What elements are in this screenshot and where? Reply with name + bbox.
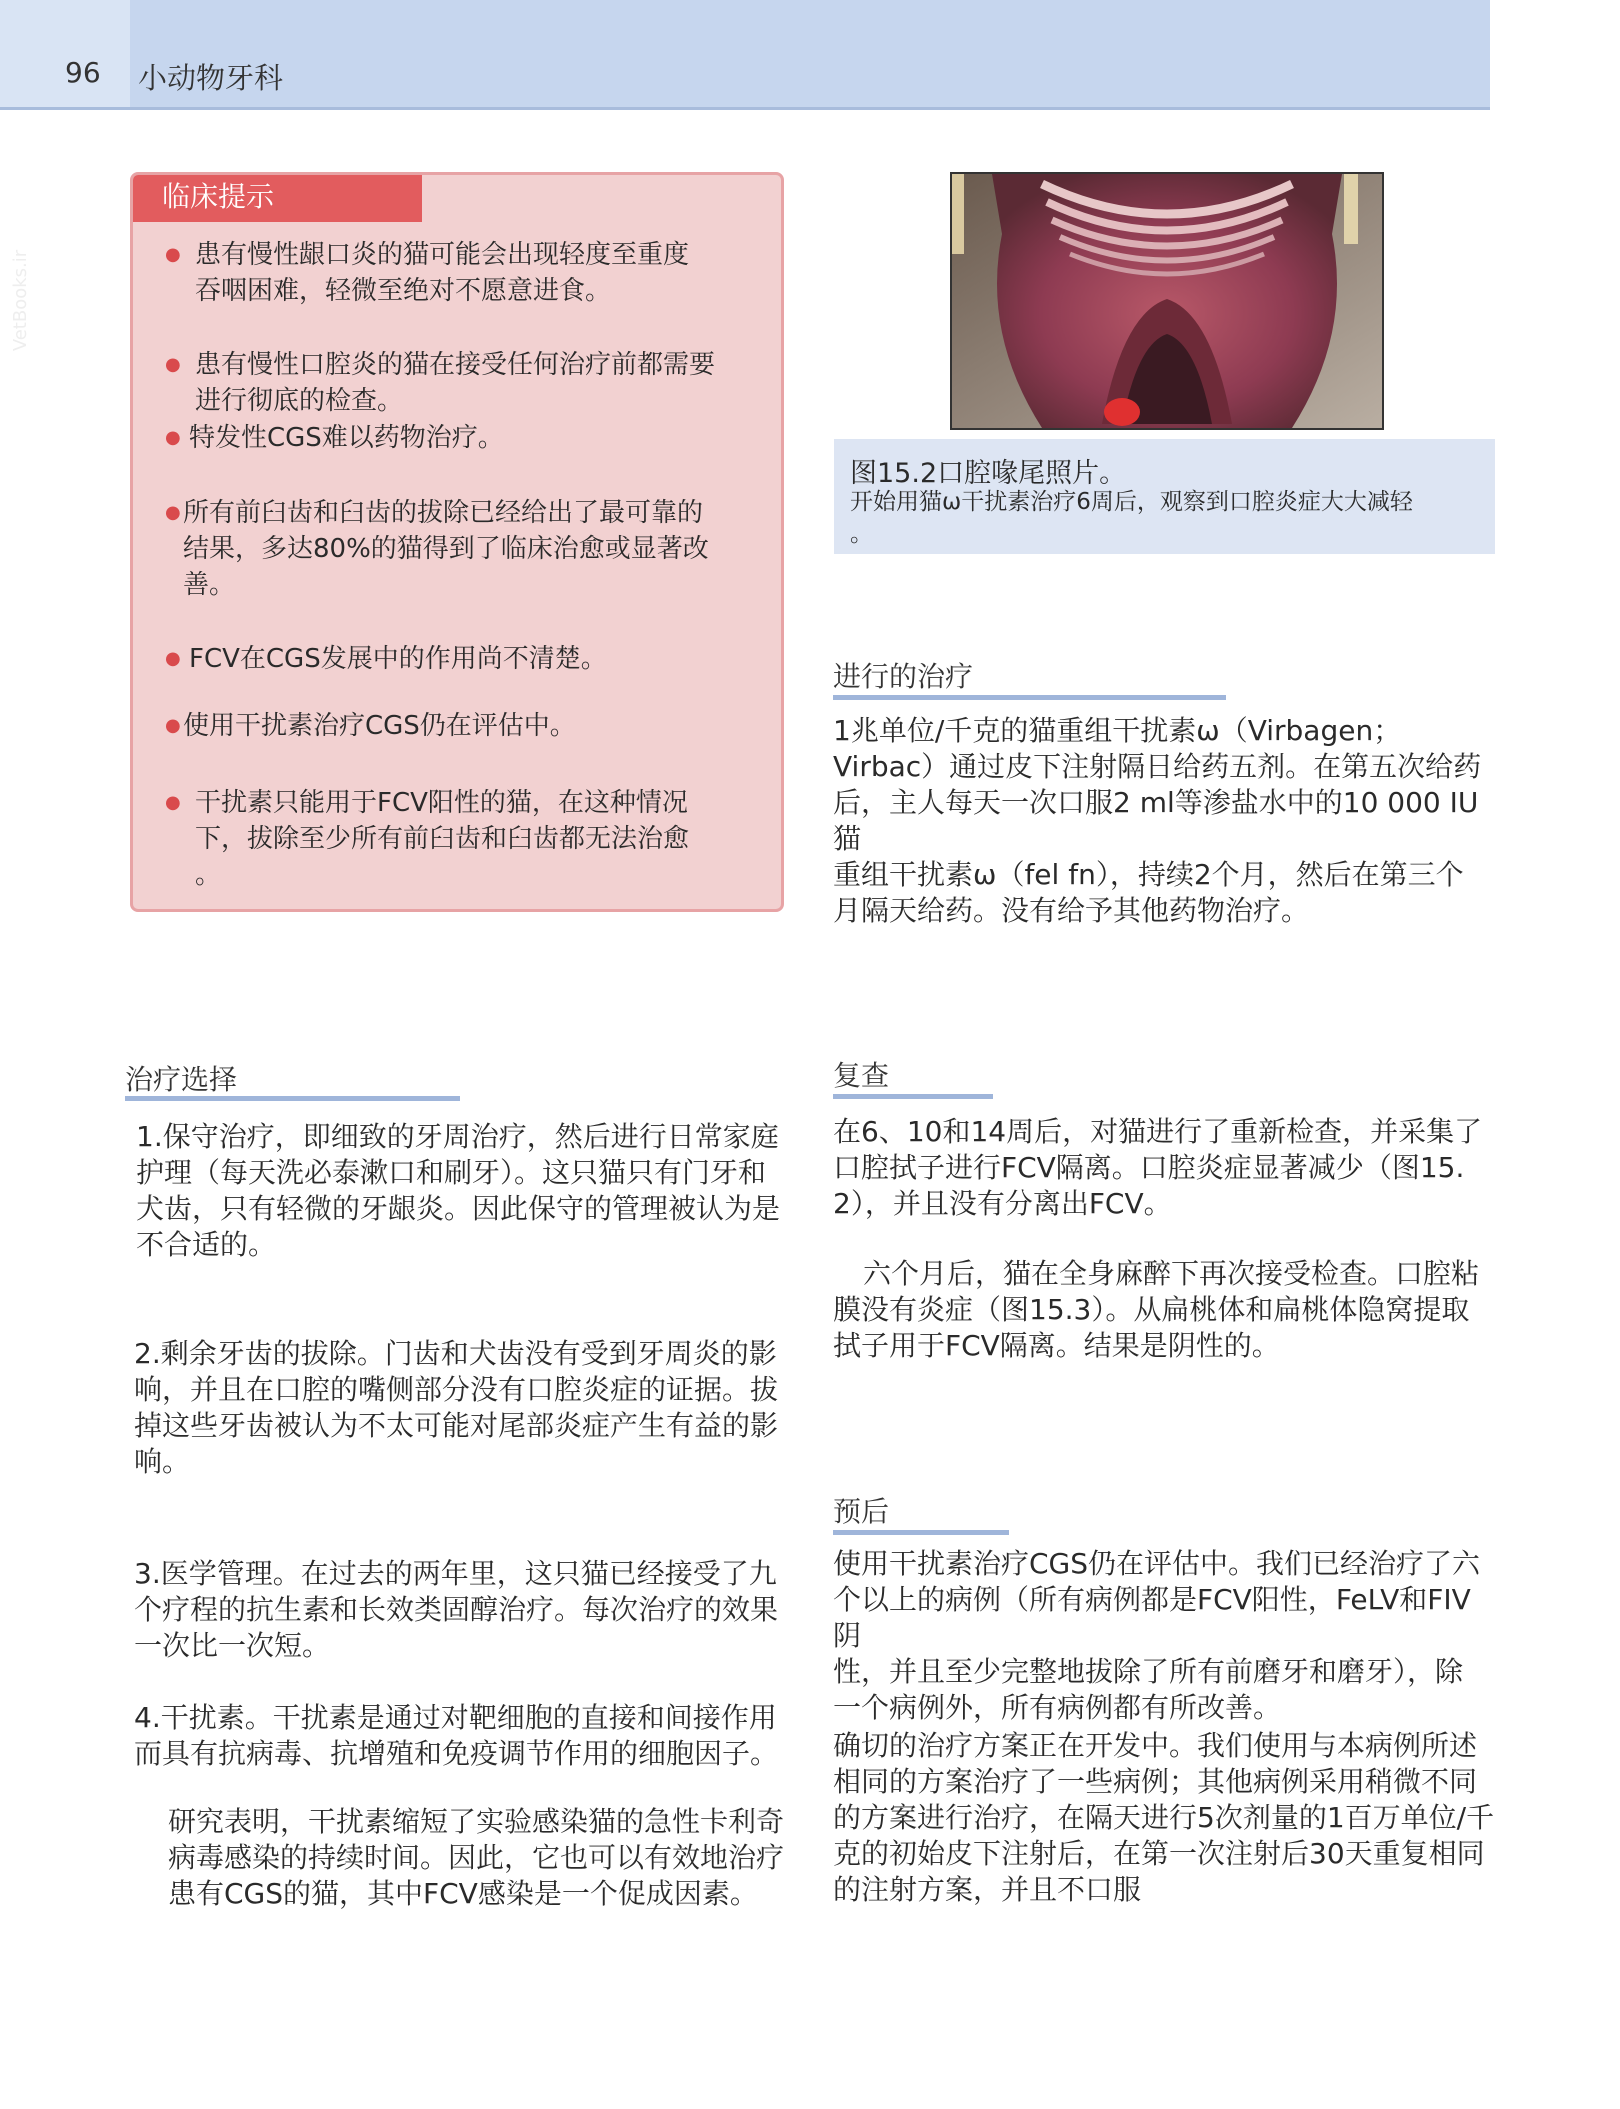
text-line: 口腔拭子进行FCV隔离。口腔炎症显著减少（图15. [833, 1151, 1465, 1184]
tip-item [165, 785, 690, 893]
bullet-icon: ● [165, 354, 181, 375]
tip-line: 下，拔除至少所有前臼齿和臼齿都无法治愈 [195, 824, 690, 854]
bullet-icon: ● [165, 427, 181, 448]
tip-item [165, 347, 716, 419]
text-line: 重组干扰素ω（fel fn），持续2个月，然后在第三个 [833, 858, 1464, 891]
tip-line: 结果，多达80%的猫得到了临床治愈或显著改 [183, 534, 709, 564]
figure-caption-text [850, 486, 1485, 550]
tip-line: 善。 [183, 570, 236, 600]
tip-item [165, 641, 607, 677]
text-line: 4.干扰素。干扰素是通过对靶细胞的直接和间接作用 [134, 1701, 777, 1734]
section-title-treatment-done: 进行的治疗 [833, 660, 974, 693]
clinical-tips-box [130, 172, 784, 912]
text-line: 患有CGS的猫，其中FCV感染是一个促成因素。 [168, 1877, 758, 1910]
caption-line: 开始用猫ω干扰素治疗6周后，观察到口腔炎症大大减轻 [850, 489, 1413, 515]
text-line: Virbac）通过皮下注射隔日给药五剂。在第五次给药 [833, 750, 1482, 783]
text-line: 个疗程的抗生素和长效类固醇治疗。每次治疗的效果 [134, 1593, 779, 1626]
text-line: 研究表明，干扰素缩短了实验感染猫的急性卡利奇 [168, 1805, 785, 1838]
text-line: 确切的治疗方案正在开发中。我们使用与本病例所述 [833, 1729, 1478, 1762]
bullet-icon: ● [165, 715, 181, 736]
tip-line: 吞咽困难，轻微至绝对不愿意进食。 [195, 276, 612, 306]
bullet-icon: ● [165, 792, 181, 813]
section-title-prognosis: 预后 [833, 1495, 890, 1528]
text-line: 后，主人每天一次口服2 ml等渗盐水中的10 000 IU猫 [833, 786, 1479, 855]
side-watermark: VetBooks.ir [10, 249, 32, 352]
tip-line: 患有慢性口腔炎的猫在接受任何治疗前都需要 [195, 350, 716, 380]
prognosis-paragraph-1 [833, 1546, 1498, 1726]
clinical-tips-title: 临床提示 [133, 175, 422, 222]
text-line: 病毒感染的持续时间。因此，它也可以有效地治疗 [168, 1841, 785, 1874]
book-title: 小动物牙科 [138, 61, 284, 95]
page-number-tab [0, 0, 130, 107]
tip-line: FCV在CGS发展中的作用尚不清楚。 [189, 644, 607, 674]
tip-line: 进行彻底的检查。 [195, 386, 404, 416]
recheck-paragraph-2 [833, 1256, 1498, 1364]
figure-caption [834, 439, 1495, 554]
text-line: 而具有抗病毒、抗增殖和免疫调节作用的细胞因子。 [134, 1737, 779, 1770]
text-line: 不合适的。 [136, 1228, 277, 1261]
oral-cavity-photo [950, 172, 1384, 430]
bullet-icon: ● [165, 502, 181, 523]
options-paragraph-5 [168, 1804, 798, 1912]
tip-item [165, 495, 709, 603]
text-line: 3.医学管理。在过去的两年里，这只猫已经接受了九 [134, 1557, 777, 1590]
bullet-icon: ● [165, 244, 181, 265]
text-line: 使用干扰素治疗CGS仍在评估中。我们已经治疗了六 [833, 1547, 1481, 1580]
text-line: 克的初始皮下注射后，在第一次注射后30天重复相同 [833, 1837, 1485, 1870]
section-title-options: 治疗选择 [125, 1063, 238, 1096]
tip-item [165, 420, 504, 456]
text-line: 的方案进行治疗，在隔天进行5次剂量的1百万单位/千 [833, 1801, 1495, 1834]
text-line: 一次比一次短。 [134, 1629, 331, 1662]
text-line: 犬齿，只有轻微的牙龈炎。因此保守的管理被认为是 [136, 1192, 781, 1225]
options-paragraph-4 [134, 1700, 794, 1772]
section-rule [833, 695, 1226, 700]
text-line: 在6、10和14周后，对猫进行了重新检查，并采集了 [833, 1115, 1483, 1148]
section-title-recheck: 复查 [833, 1059, 890, 1092]
page-number: 96 [65, 56, 101, 89]
text-line: 月隔天给药。没有给予其他药物治疗。 [833, 894, 1310, 927]
caption-line: 。 [850, 521, 873, 547]
options-paragraph-1 [136, 1119, 796, 1263]
tip-line: 特发性CGS难以药物治疗。 [189, 423, 504, 453]
text-line: 的注射方案，并且不口服 [833, 1873, 1142, 1906]
text-line: 拭子用于FCV隔离。结果是阴性的。 [833, 1329, 1280, 1362]
tip-line: 所有前臼齿和臼齿的拔除已经给出了最可靠的 [183, 498, 704, 528]
text-line: 护理（每天洗必泰漱口和刷牙）。这只猫只有门牙和 [136, 1156, 767, 1189]
section-rule [833, 1094, 993, 1099]
tip-line: 干扰素只能用于FCV阳性的猫，在这种情况 [195, 788, 688, 818]
treatment-done-paragraph [833, 713, 1498, 929]
bullet-icon: ● [165, 648, 181, 669]
text-line: 膜没有炎症（图15.3）。从扁桃体和扁桃体隐窝提取 [833, 1293, 1470, 1326]
section-rule [833, 1530, 1009, 1535]
figure-title: 图15.2口腔喙尾照片。 [850, 458, 1127, 489]
oral-cavity-illustration [952, 174, 1382, 428]
text-line: 一个病例外，所有病例都有所改善。 [833, 1691, 1282, 1724]
text-line: 六个月后，猫在全身麻醉下再次接受检查。口腔粘 [863, 1257, 1480, 1290]
tip-line: 使用干扰素治疗CGS仍在评估中。 [183, 711, 576, 741]
tip-line: 患有慢性龈口炎的猫可能会出现轻度至重度 [195, 240, 690, 270]
text-line: 掉这些牙齿被认为不太可能对尾部炎症产生有益的影 [134, 1409, 779, 1442]
text-line: 响，并且在口腔的嘴侧部分没有口腔炎症的证据。拔 [134, 1373, 779, 1406]
text-line: 相同的方案治疗了一些病例；其他病例采用稍微不同 [833, 1765, 1478, 1798]
tip-line: 。 [195, 860, 222, 890]
prognosis-paragraph-2 [833, 1728, 1498, 1908]
text-line: 性，并且至少完整地拔除了所有前磨牙和磨牙），除 [833, 1655, 1464, 1688]
tip-item [165, 237, 690, 309]
text-line: 个以上的病例（所有病例都是FCV阳性，FeLV和FIV阴 [833, 1583, 1471, 1652]
text-line: 1兆单位/千克的猫重组干扰素ω（Virbagen； [833, 714, 1402, 747]
text-line: 2），并且没有分离出FCV。 [833, 1187, 1172, 1220]
options-paragraph-2 [134, 1336, 794, 1480]
recheck-paragraph-1 [833, 1114, 1498, 1222]
options-paragraph-3 [134, 1556, 794, 1664]
text-line: 2.剩余牙齿的拔除。门齿和犬齿没有受到牙周炎的影 [134, 1337, 777, 1370]
text-line: 1.保守治疗，即细致的牙周治疗，然后进行日常家庭 [136, 1120, 779, 1153]
text-line: 响。 [134, 1445, 191, 1478]
tip-item [165, 708, 576, 744]
section-rule [125, 1096, 460, 1101]
